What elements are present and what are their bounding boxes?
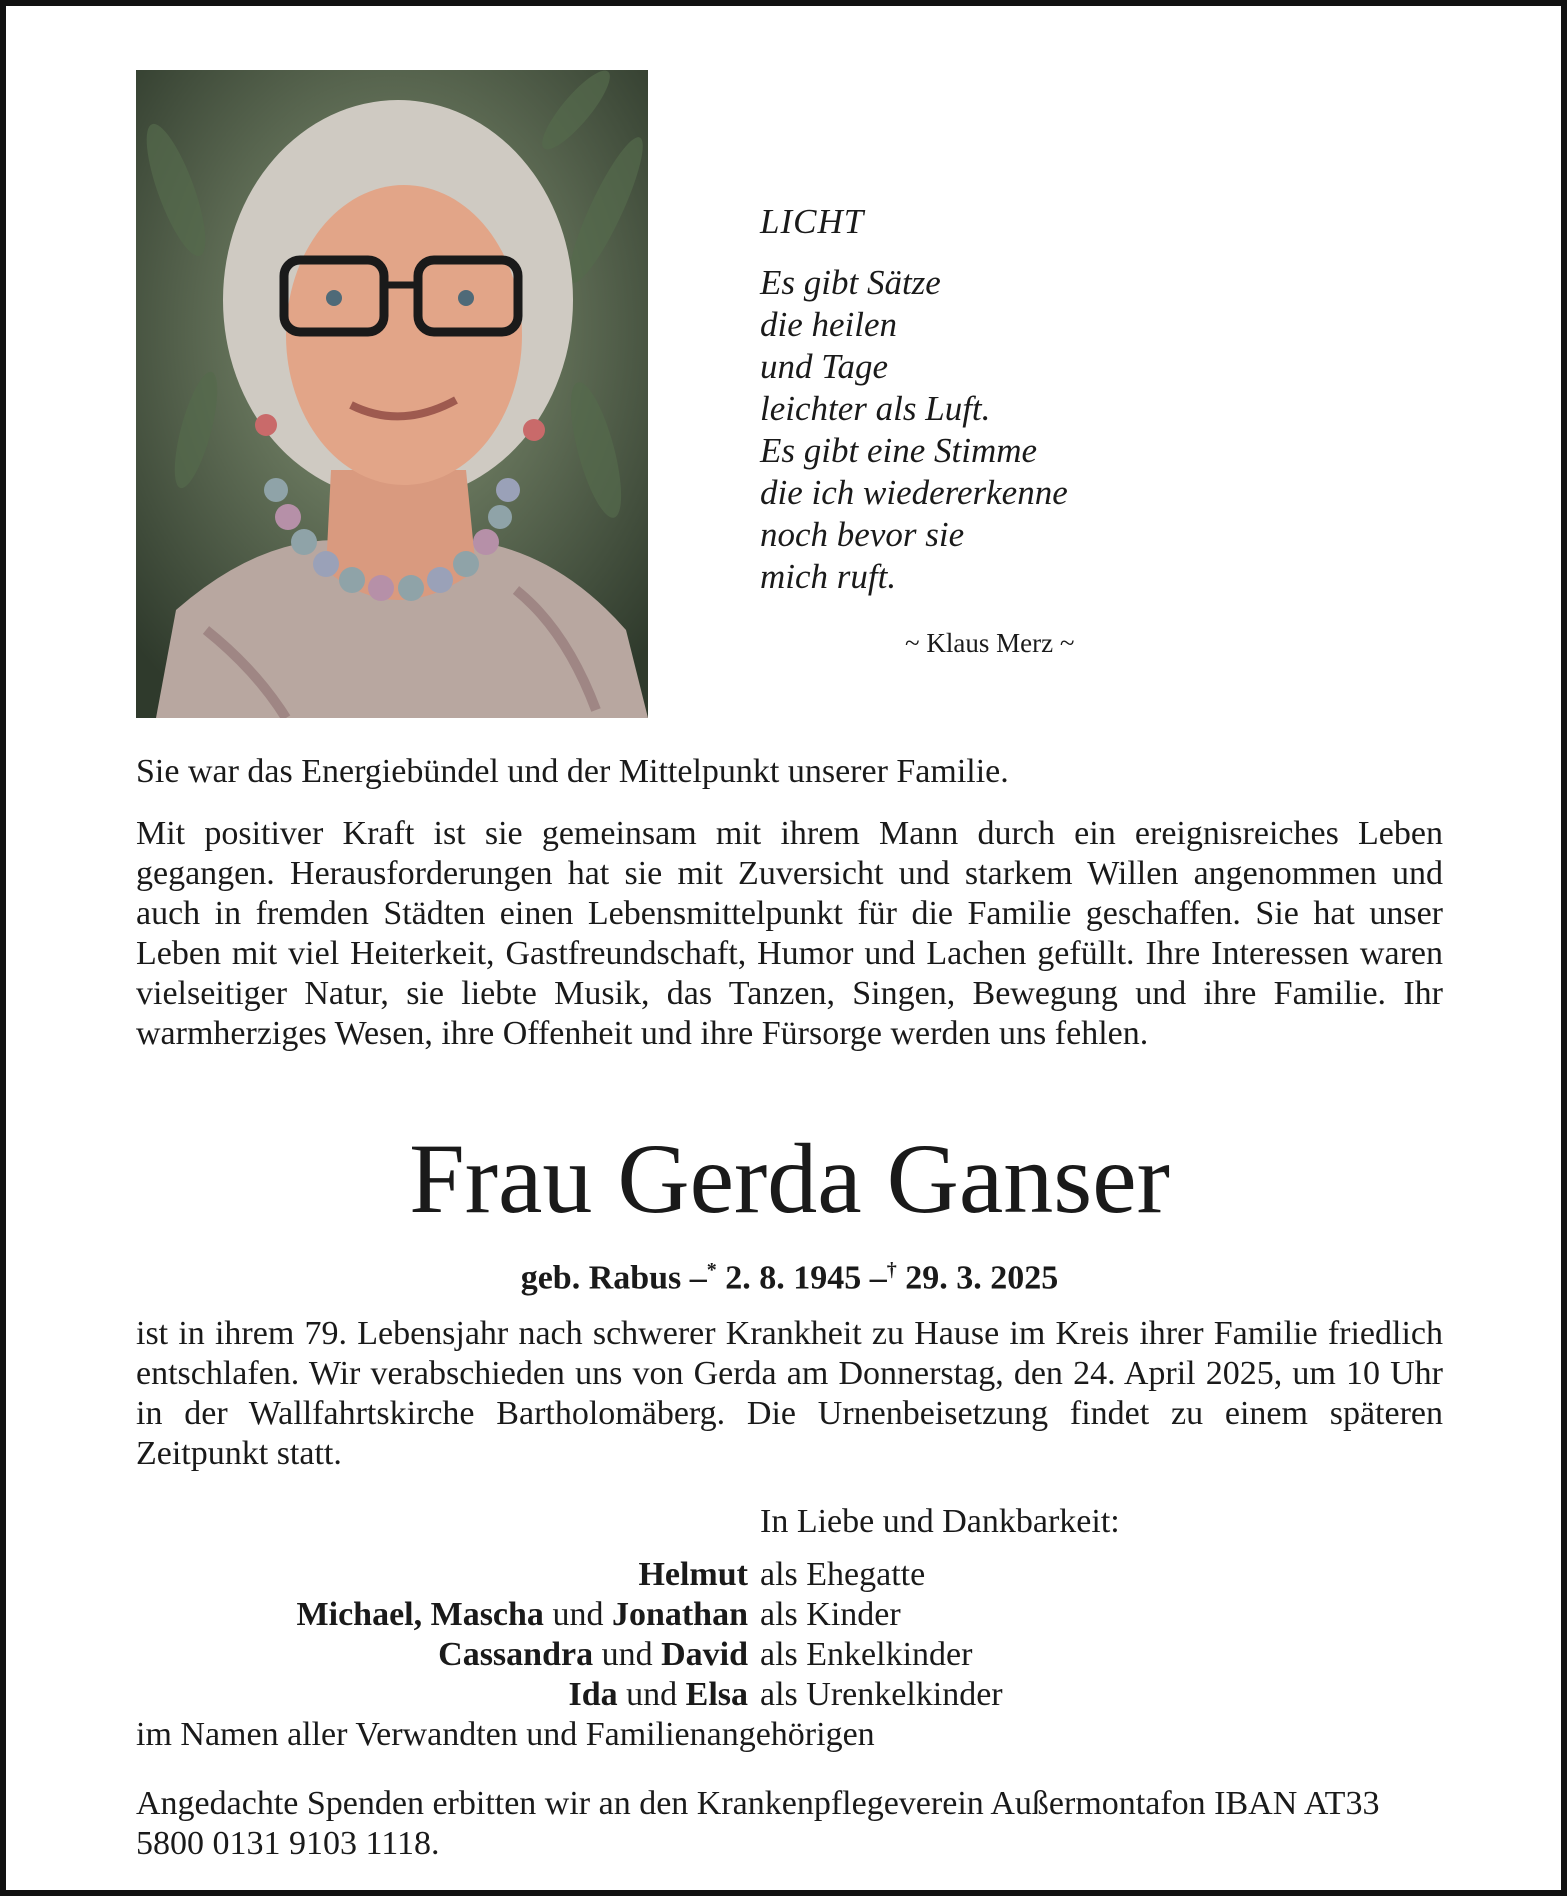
family-name: David [661, 1636, 748, 1673]
death-symbol: † [886, 1259, 897, 1281]
family-role: als Kinder [760, 1596, 901, 1633]
family-row [136, 1675, 1443, 1715]
birth-date: 2. 8. 1945 [725, 1259, 862, 1297]
family-role: als Enkelkinder [760, 1636, 973, 1673]
birth-name: geb. Rabus [520, 1259, 682, 1297]
deceased-name: Frau Gerda Ganser [409, 1123, 1170, 1234]
family-name: Jonathan [611, 1596, 748, 1633]
conjunction: und [626, 1676, 678, 1713]
closing-line: In Liebe und Dankbarkeit: [760, 1503, 1120, 1540]
donation-text: Angedachte Spenden erbitten wir an den Krankenpflegeverein Außermontafon IBAN AT33 5800 0131 9103 1118. [136, 1785, 1380, 1862]
birth-symbol: * [706, 1259, 717, 1281]
family-list [136, 1555, 1443, 1755]
poem-line: und Tage [760, 347, 889, 386]
family-name: Michael, Mascha [296, 1596, 544, 1633]
poem-line: die heilen [760, 305, 898, 344]
poem-title: LICHT [760, 202, 865, 241]
separator: – [869, 1259, 887, 1297]
announcement-text: ist in ihrem 79. Lebensjahr nach schwerer Krankheit zu Hause im Kreis ihrer Familie friedlich entschlafen. Wir verabschieden uns von Gerda am Donnerstag, den 24. April 2025, um 10 Uhr in der Wallfahrtskirche Bartholomäberg. Die Urnenbeisetzung findet zu einem späteren Zeitpunkt statt. [136, 1315, 1443, 1472]
intro-text: Sie war das Energiebündel und der Mittelpunkt unserer Familie. [136, 753, 1009, 790]
poem-author: ~ Klaus Merz ~ [905, 628, 1075, 658]
family-row [136, 1635, 1443, 1675]
poem-line: die ich wiedererkenne [760, 473, 1068, 512]
family-role: als Ehegatte [760, 1556, 926, 1593]
poem-line: Es gibt Sätze [760, 263, 941, 302]
poem-line: noch bevor sie [760, 515, 965, 554]
conjunction: und [601, 1636, 653, 1673]
separator: – [689, 1259, 707, 1297]
poem [760, 202, 1320, 659]
family-name: Helmut [638, 1556, 748, 1593]
family-name: Elsa [685, 1676, 748, 1713]
conjunction: und [552, 1596, 604, 1633]
biography-text: Mit positiver Kraft ist sie gemeinsam mit ihrem Mann durch ein ereignisreiches Leben gegangen. Herausforderungen hat sie mit Zuversicht und starkem Willen angenommen und auch in fremden Städten einen Lebensmittelpunkt für die Familie geschaffen. Sie hat unser Leben mit viel Heiterkeit, Gastfreundschaft, Humor und Lachen gefüllt. Ihre Interessen waren vielseitiger Natur, sie liebte Musik, das Tanzen, Singen, Bewegung und ihre Familie. Ihr warmherziges Wesen, ihre Offenheit und ihre Fürsorge werden uns fehlen. [136, 815, 1443, 1052]
relatives-line: im Namen aller Verwandten und Familienangehörigen [136, 1716, 875, 1753]
life-dates [6, 1250, 1567, 1298]
poem-line: leichter als Luft. [760, 389, 991, 428]
portrait-photo [136, 70, 648, 718]
poem-line: Es gibt eine Stimme [760, 431, 1038, 470]
death-date: 29. 3. 2025 [905, 1259, 1059, 1297]
family-row [136, 1555, 1443, 1595]
family-role: als Urenkelkinder [760, 1676, 1003, 1713]
family-row [136, 1595, 1443, 1635]
family-name: Cassandra [438, 1636, 594, 1673]
poem-line: mich ruft. [760, 557, 897, 596]
portrait-illustration [136, 70, 648, 718]
family-name: Ida [568, 1676, 618, 1713]
